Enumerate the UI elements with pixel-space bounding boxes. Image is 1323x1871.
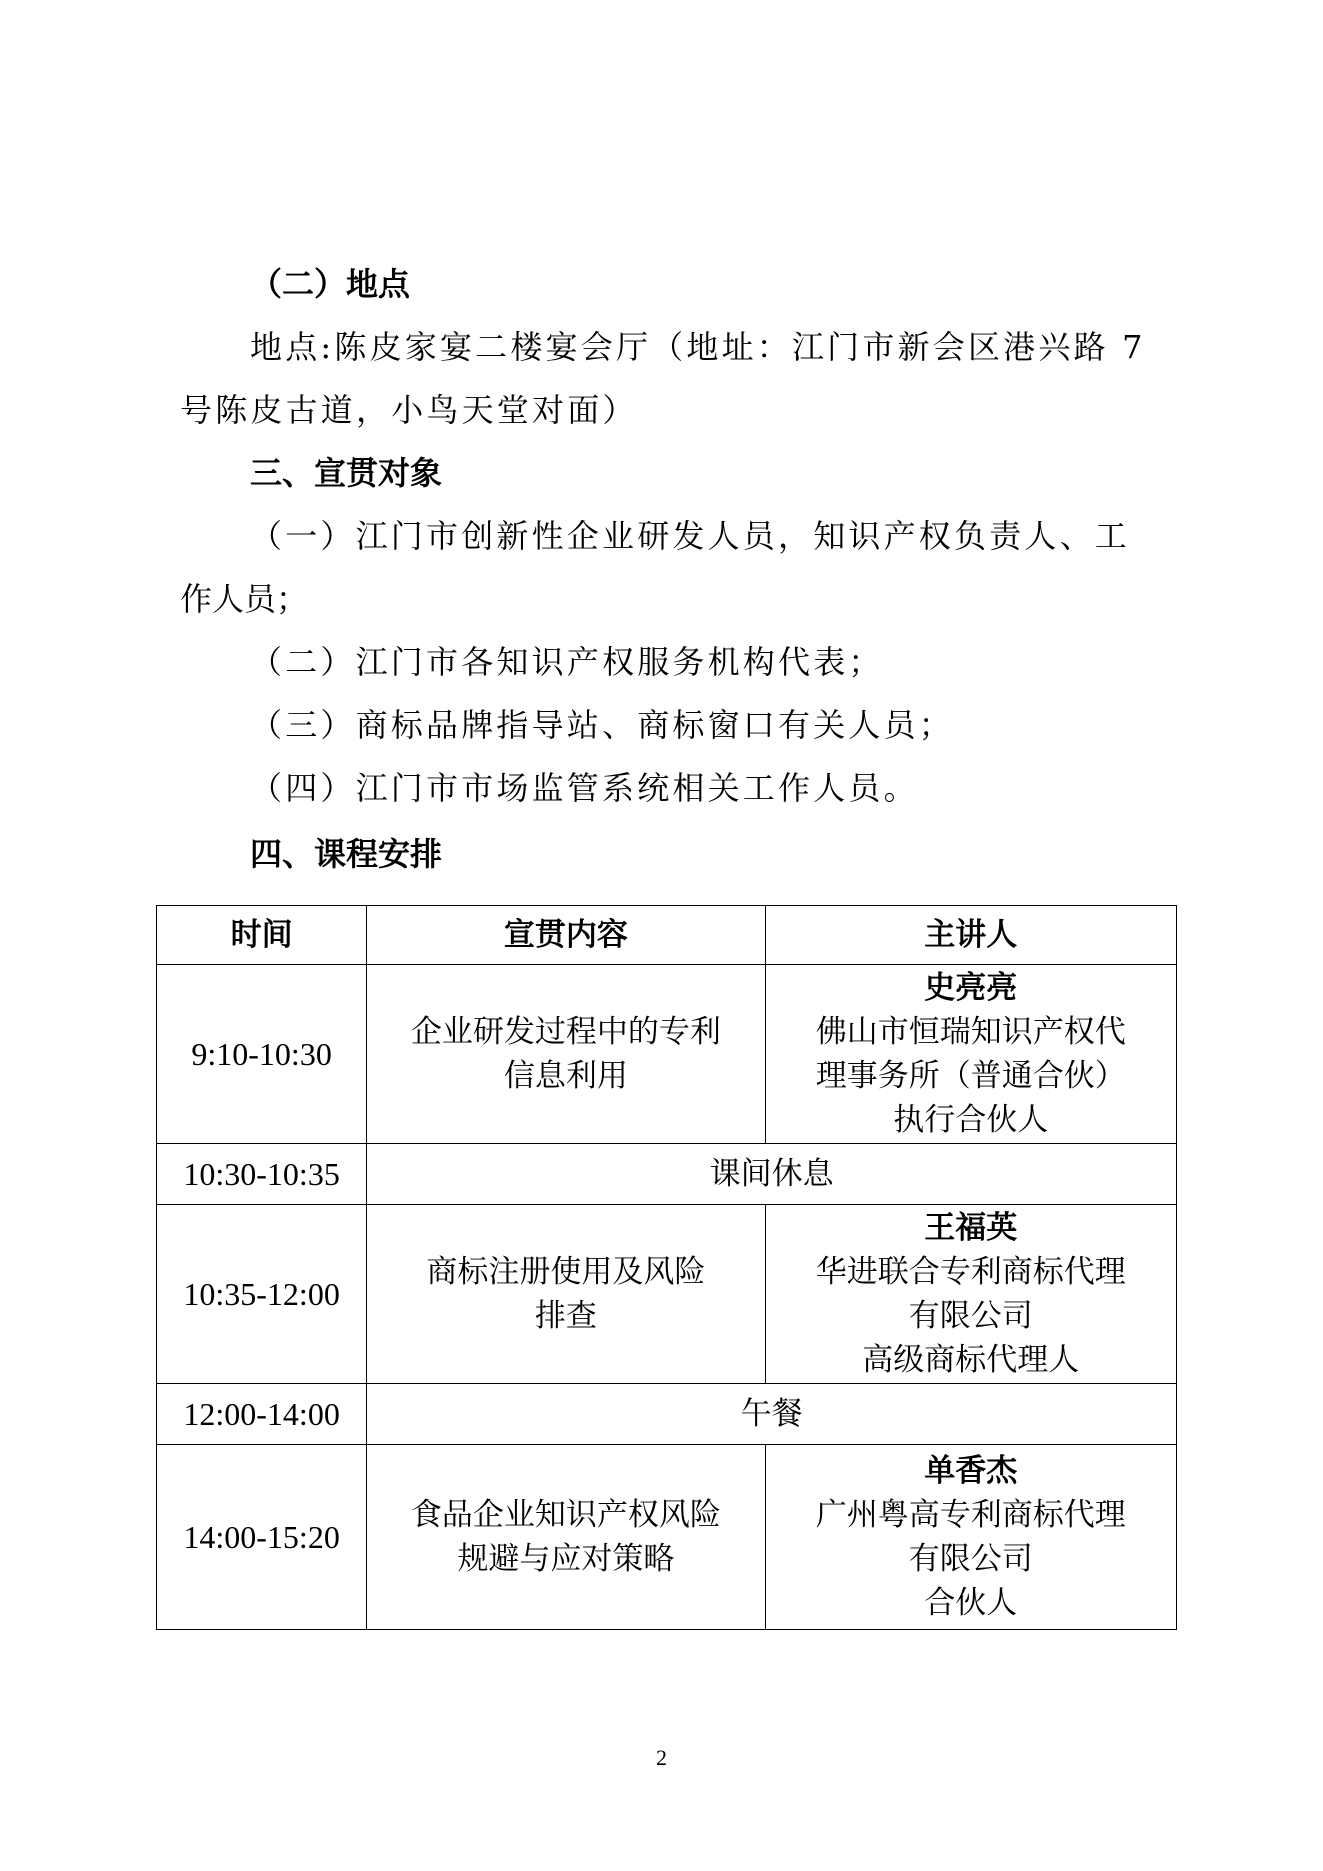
break-label: 课间休息 <box>367 1144 1177 1205</box>
break-time: 10:30-10:35 <box>157 1144 367 1205</box>
speaker-name: 王福英 <box>924 1210 1018 1246</box>
session-topic <box>367 965 765 1144</box>
session-topic-line: 食品企业知识产权风险 <box>410 1497 721 1533</box>
speaker-organization: 有限公司 <box>908 1298 1033 1334</box>
session-speaker <box>765 1205 1176 1384</box>
table-row <box>157 1384 1177 1445</box>
session-topic-line: 规避与应对策略 <box>457 1541 675 1577</box>
speaker-name: 单香杰 <box>924 1453 1018 1489</box>
speaker-organization: 佛山市恒瑞知识产权代 <box>815 1014 1126 1050</box>
speaker-role: 执行合伙人 <box>893 1102 1049 1138</box>
table-row <box>157 965 1177 1144</box>
session-topic-line: 商标注册使用及风险 <box>426 1254 706 1290</box>
venue-line-2: 号陈皮古道，小鸟天堂对面） <box>180 391 638 429</box>
header-speaker: 主讲人 <box>765 906 1176 965</box>
audience-item-1-line-2: 作人员； <box>180 580 309 618</box>
audience-item-4: （四）江门市市场监管系统相关工作人员。 <box>250 769 919 807</box>
session-topic <box>367 1445 765 1630</box>
speaker-role: 高级商标代理人 <box>862 1342 1080 1378</box>
speaker-organization: 理事务所（普通合伙） <box>815 1058 1126 1094</box>
audience-item-1-line-1: （一）江门市创新性企业研发人员，知识产权负责人、工 <box>250 517 1131 555</box>
table-row <box>157 1205 1177 1384</box>
audience-heading: 三、宣贯对象 <box>250 454 443 492</box>
audience-item-3: （三）商标品牌指导站、商标窗口有关人员； <box>250 706 955 744</box>
venue-heading: （二）地点 <box>250 265 411 303</box>
header-topic: 宣贯内容 <box>367 906 765 965</box>
venue-line-1: 地点:陈皮家宴二楼宴会厅（地址：江门市新会区港兴路 7 <box>250 328 1146 366</box>
schedule-heading: 四、课程安排 <box>250 835 443 873</box>
session-topic-line: 排查 <box>534 1298 597 1334</box>
break-time: 12:00-14:00 <box>157 1384 367 1445</box>
session-time: 10:35-12:00 <box>157 1205 367 1384</box>
table-header-row <box>157 906 1177 965</box>
speaker-organization: 华进联合专利商标代理 <box>815 1254 1126 1290</box>
page-number: 2 <box>656 1745 667 1770</box>
speaker-role: 合伙人 <box>924 1585 1018 1621</box>
session-topic-line: 信息利用 <box>503 1058 628 1094</box>
header-time: 时间 <box>157 906 367 965</box>
schedule-table <box>156 905 1177 1630</box>
audience-item-2: （二）江门市各知识产权服务机构代表； <box>250 643 884 681</box>
session-speaker <box>765 965 1176 1144</box>
session-time: 14:00-15:20 <box>157 1445 367 1630</box>
table-row <box>157 1144 1177 1205</box>
speaker-organization: 有限公司 <box>908 1541 1033 1577</box>
speaker-name: 史亮亮 <box>924 970 1018 1006</box>
session-topic-line: 企业研发过程中的专利 <box>410 1014 721 1050</box>
speaker-organization: 广州粤高专利商标代理 <box>815 1497 1126 1533</box>
session-topic <box>367 1205 765 1384</box>
break-label: 午餐 <box>367 1384 1177 1445</box>
table-row <box>157 1445 1177 1630</box>
session-time: 9:10-10:30 <box>157 965 367 1144</box>
session-speaker <box>765 1445 1176 1630</box>
